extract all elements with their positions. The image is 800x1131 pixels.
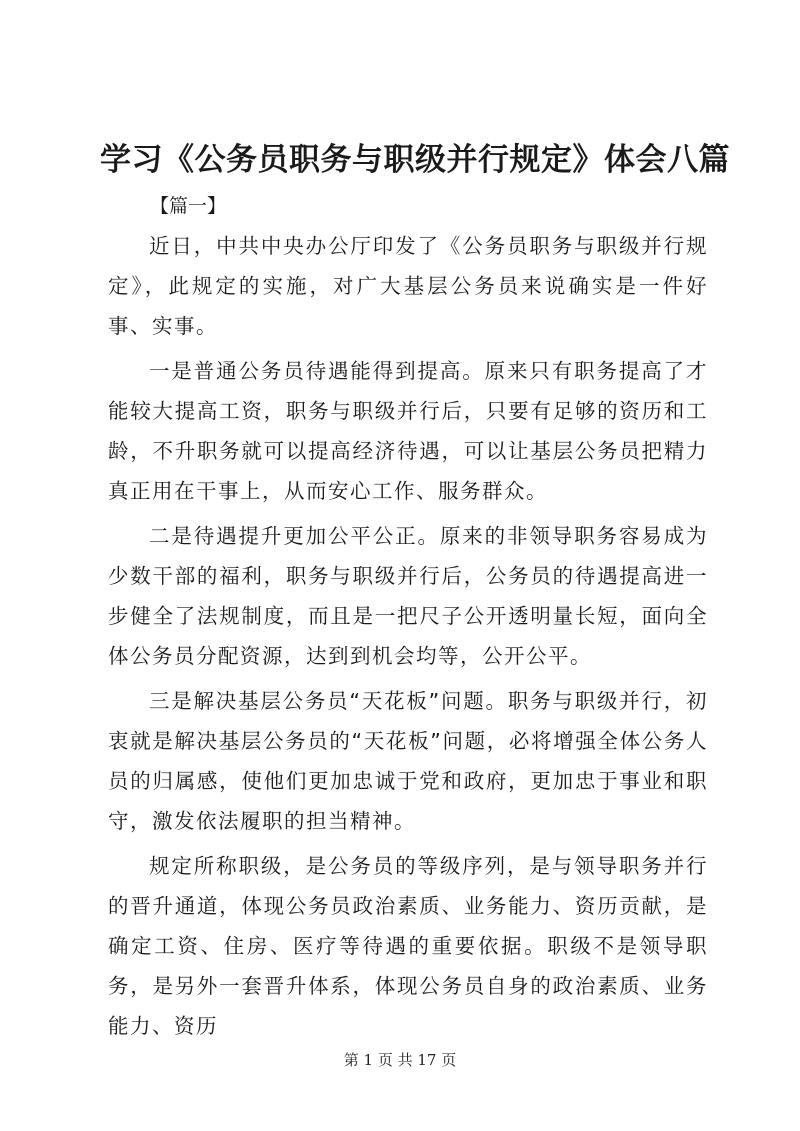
- paragraph-point-two: 二是待遇提升更加公平公正。原来的非领导职务容易成为少数干部的福利，职务与职级并行后，公务员的待遇提高进一步健全了法规制度，而且是一把尺子公开透明量长短，面向全体公务员分配资源，达到到机会均等，公开公平。: [108, 524, 708, 668]
- section-heading: 【篇一】: [150, 195, 227, 217]
- paragraph-intro: 近日，中共中央办公厅印发了《公务员职务与职级并行规定》，此规定的实施，对广大基层公务员来说确实是一件好事、实事。: [108, 234, 708, 338]
- document-body: [108, 226, 708, 1046]
- paragraph-definition: 规定所称职级，是公务员的等级序列，是与领导职务并行的晋升通道，体现公务员政治素质、业务能力、资历贡献，是确定工资、住房、医疗等待遇的重要依据。职级不是领导职务，是另外一套晋升体系，体现公务员自身的政治素质、业务能力、资历: [108, 854, 708, 1038]
- paragraph-point-one: 一是普通公务员待遇能得到提高。原来只有职务提高了才能较大提高工资，职务与职级并行后，只要有足够的资历和工龄，不升职务就可以提高经济待遇，可以让基层公务员把精力真正用在干事上，从而安心工作、服务群众。: [108, 359, 708, 503]
- document-title: 学习《公务员职务与职级并行规定》体会八篇: [100, 142, 730, 178]
- page-footer: 第 1 页 共 17 页: [343, 1051, 457, 1069]
- paragraph-point-three: 三是解决基层公务员“天花板”问题。职务与职级并行，初衷就是解决基层公务员的“天花板”问题，必将增强全体公务人员的归属感，使他们更加忠诚于党和政府，更加忠于事业和职守，激发依法履职的担当精神。: [108, 689, 708, 833]
